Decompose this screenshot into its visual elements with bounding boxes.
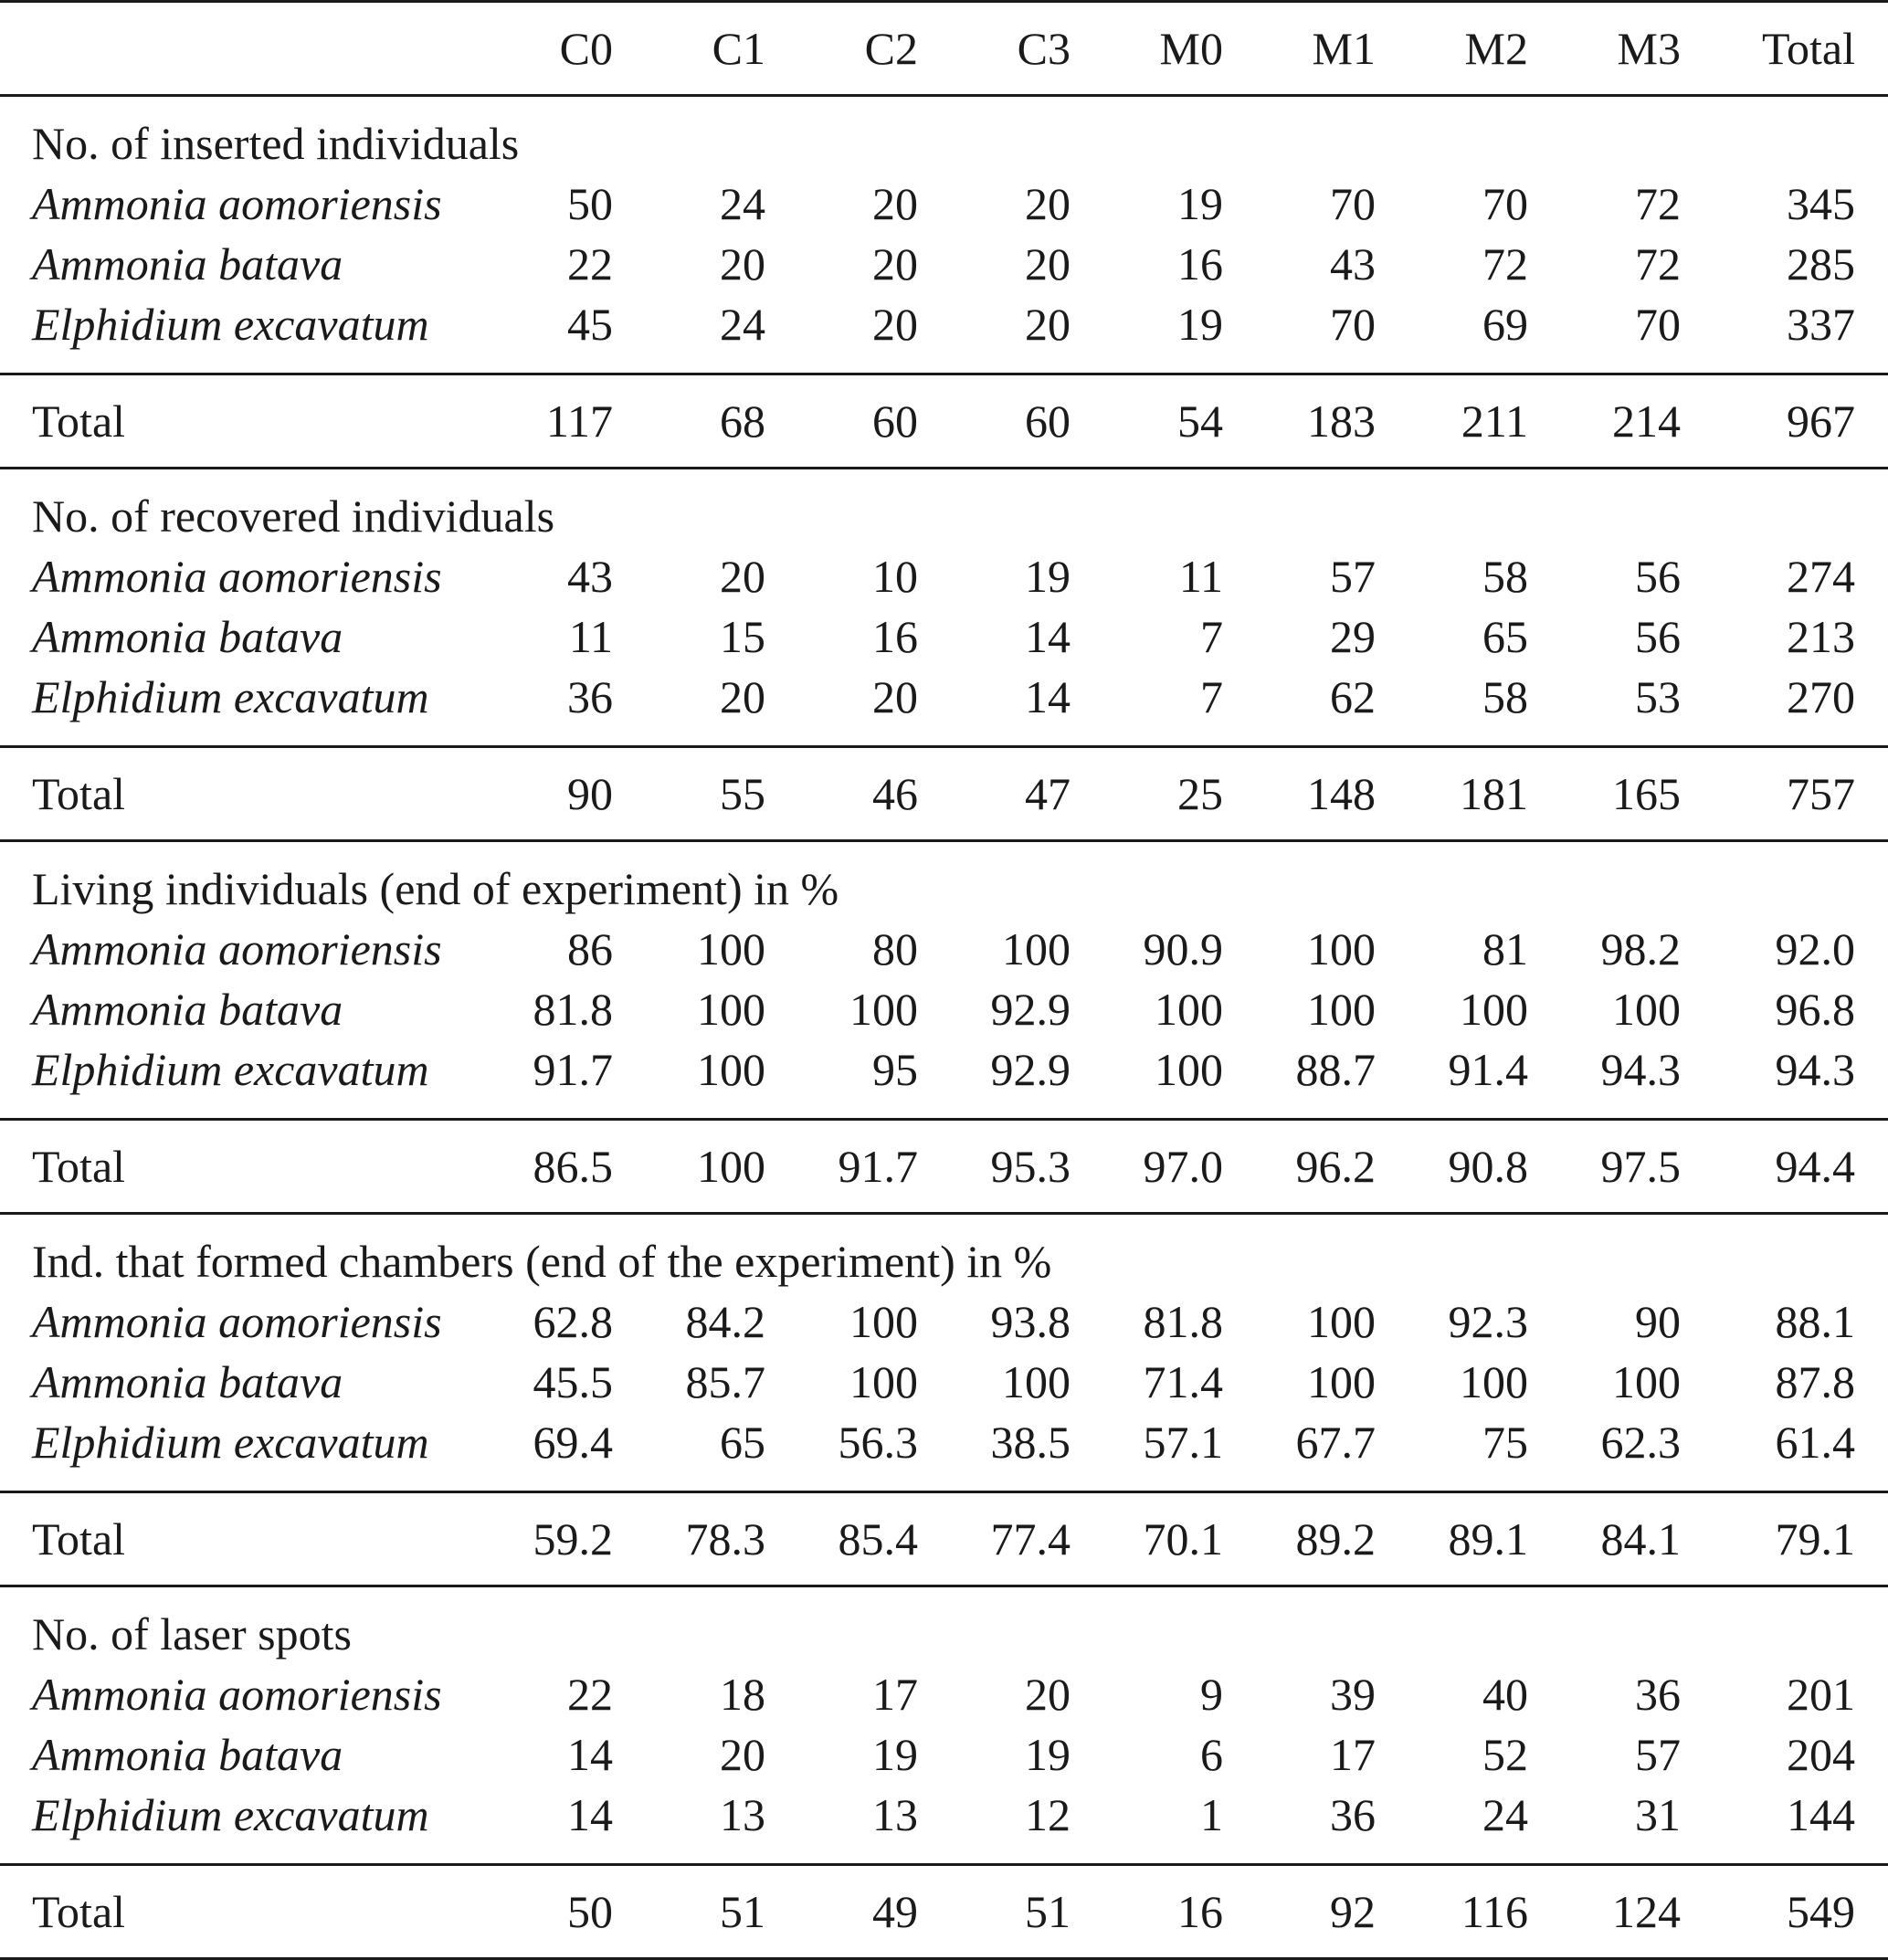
total-cell-total: 79.1 (1714, 1492, 1888, 1586)
value-cell-m3: 36 (1635, 1669, 1681, 1720)
total-cell-m3: 97.5 (1561, 1120, 1714, 1214)
total-cell-total: 757 (1714, 747, 1888, 841)
section-title: No. of inserted individuals (32, 118, 520, 169)
total-cell-c3: 60 (951, 374, 1103, 469)
value-cell-m0: 11 (1178, 551, 1223, 602)
value-cell-c1: 85.7 (685, 1356, 765, 1407)
section-title-row (0, 1586, 1888, 1665)
section-title-row (0, 96, 1888, 174)
value-cell-m1: 36 (1256, 1785, 1408, 1865)
value-cell-c1: 15 (720, 611, 765, 662)
total-row (0, 1120, 1888, 1214)
species-name: Ammonia batava (32, 611, 343, 662)
value-cell-c3: 20 (1025, 1669, 1071, 1720)
value-cell-c3: 19 (1025, 1729, 1071, 1780)
total-cell-total: 94.4 (1714, 1120, 1888, 1214)
species-row (0, 919, 1888, 979)
total-cell-m1: 148 (1256, 747, 1408, 841)
value-cell-m1: 88.7 (1256, 1039, 1408, 1120)
species-name: Ammonia aomoriensis (32, 551, 442, 602)
value-cell-c1: 100 (697, 984, 765, 1035)
total-cell-c3: 47 (951, 747, 1103, 841)
value-cell-m0: 100 (1155, 984, 1223, 1035)
value-cell-m1: 70 (1256, 294, 1408, 374)
value-cell-c3: 92.9 (951, 1039, 1103, 1120)
value-cell-m3: 70 (1561, 294, 1714, 374)
value-cell-m3: 100 (1612, 984, 1681, 1035)
value-cell-c0: 36 (493, 667, 646, 747)
value-cell-c2: 17 (872, 1669, 918, 1720)
species-row (0, 1724, 1888, 1785)
species-row (0, 1039, 1888, 1120)
value-cell-m2: 91.4 (1408, 1039, 1561, 1120)
species-row (0, 667, 1888, 747)
value-cell-m3: 98.2 (1600, 923, 1681, 975)
total-cell-c3: 95.3 (951, 1120, 1103, 1214)
value-cell-total: 94.3 (1714, 1039, 1888, 1120)
value-cell-total: 204 (1787, 1729, 1855, 1780)
value-cell-total: 92.0 (1775, 923, 1855, 975)
value-cell-m2: 40 (1482, 1669, 1528, 1720)
column-header-c0: C0 (493, 2, 646, 96)
value-cell-c2: 20 (798, 667, 951, 747)
total-cell-m0: 97.0 (1103, 1120, 1256, 1214)
value-cell-m3: 90 (1635, 1296, 1681, 1347)
value-cell-c3: 93.8 (990, 1296, 1071, 1347)
species-name: Ammonia aomoriensis (32, 1296, 442, 1347)
value-cell-m1: 70 (1330, 178, 1376, 229)
value-cell-c0: 86 (567, 923, 613, 975)
total-cell-m0: 54 (1103, 374, 1256, 469)
value-cell-total: 270 (1714, 667, 1888, 747)
value-cell-c0: 81.8 (533, 984, 613, 1035)
value-cell-m2: 58 (1482, 551, 1528, 602)
header-row (0, 2, 1888, 96)
value-cell-c3: 92.9 (990, 984, 1071, 1035)
value-cell-m3: 72 (1635, 238, 1681, 290)
value-cell-c1: 13 (646, 1785, 798, 1865)
value-cell-c1: 84.2 (685, 1296, 765, 1347)
total-cell-c2: 46 (798, 747, 951, 841)
species-name: Ammonia batava (32, 1729, 343, 1780)
total-cell-c2: 91.7 (798, 1120, 951, 1214)
species-row (0, 546, 1888, 606)
species-name: Ammonia aomoriensis (32, 1669, 442, 1720)
total-row (0, 1492, 1888, 1586)
value-cell-c3: 19 (1025, 551, 1071, 602)
value-cell-m0: 81.8 (1143, 1296, 1223, 1347)
value-cell-c0: 14 (493, 1785, 646, 1865)
table-body (0, 96, 1888, 1959)
value-cell-c0: 62.8 (533, 1296, 613, 1347)
value-cell-c2: 56.3 (798, 1412, 951, 1492)
column-header-m0: M0 (1103, 2, 1256, 96)
total-cell-c0: 59.2 (493, 1492, 646, 1586)
total-cell-c1: 100 (646, 1120, 798, 1214)
total-label: Total (0, 1492, 493, 1586)
value-cell-c1: 100 (646, 1039, 798, 1120)
header-corner-cell (0, 2, 493, 96)
value-cell-m3: 72 (1635, 178, 1681, 229)
total-label: Total (0, 747, 493, 841)
value-cell-c0: 43 (567, 551, 613, 602)
species-row (0, 606, 1888, 667)
value-cell-m2: 100 (1460, 984, 1528, 1035)
value-cell-c3: 14 (951, 667, 1103, 747)
column-header-c3: C3 (951, 2, 1103, 96)
value-cell-m0: 100 (1103, 1039, 1256, 1120)
value-cell-c0: 14 (567, 1729, 613, 1780)
value-cell-m2: 92.3 (1448, 1296, 1528, 1347)
total-cell-m0: 25 (1103, 747, 1256, 841)
section-title: No. of laser spots (32, 1608, 352, 1660)
value-cell-c2: 100 (849, 1356, 918, 1407)
species-name: Elphidium excavatum (0, 294, 493, 374)
value-cell-c2: 16 (872, 611, 918, 662)
species-name: Ammonia batava (32, 984, 343, 1035)
column-header-m1: M1 (1256, 2, 1408, 96)
total-cell-c0: 50 (493, 1865, 646, 1959)
total-cell-m2: 90.8 (1408, 1120, 1561, 1214)
value-cell-m3: 56 (1635, 551, 1681, 602)
column-header-c2: C2 (798, 2, 951, 96)
total-label: Total (0, 374, 493, 469)
value-cell-c0: 22 (567, 1669, 613, 1720)
value-cell-m1: 100 (1307, 923, 1376, 975)
value-cell-c2: 19 (872, 1729, 918, 1780)
value-cell-m2: 69 (1408, 294, 1561, 374)
value-cell-m3: 57 (1635, 1729, 1681, 1780)
total-cell-m3: 165 (1561, 747, 1714, 841)
value-cell-c1: 20 (646, 667, 798, 747)
value-cell-m2: 52 (1482, 1729, 1528, 1780)
value-cell-c0: 45.5 (533, 1356, 613, 1407)
value-cell-total: 88.1 (1775, 1296, 1855, 1347)
total-cell-c3: 51 (951, 1865, 1103, 1959)
total-cell-m2: 181 (1408, 747, 1561, 841)
value-cell-c1: 20 (720, 1729, 765, 1780)
species-row (0, 979, 1888, 1039)
value-cell-total: 213 (1787, 611, 1855, 662)
value-cell-m3: 100 (1612, 1356, 1681, 1407)
value-cell-total: 337 (1714, 294, 1888, 374)
total-cell-m2: 116 (1408, 1865, 1561, 1959)
value-cell-m2: 70 (1482, 178, 1528, 229)
value-cell-c0: 91.7 (493, 1039, 646, 1120)
species-row (0, 1785, 1888, 1865)
species-name: Elphidium excavatum (0, 1412, 493, 1492)
value-cell-total: 201 (1787, 1669, 1855, 1720)
value-cell-c1: 20 (720, 238, 765, 290)
value-cell-c0: 50 (567, 178, 613, 229)
value-cell-m0: 7 (1200, 611, 1223, 662)
value-cell-m1: 62 (1256, 667, 1408, 747)
total-cell-m1: 96.2 (1256, 1120, 1408, 1214)
value-cell-m0: 57.1 (1103, 1412, 1256, 1492)
total-cell-c1: 55 (646, 747, 798, 841)
value-cell-c1: 18 (720, 1669, 765, 1720)
total-cell-c3: 77.4 (951, 1492, 1103, 1586)
value-cell-m3: 31 (1561, 1785, 1714, 1865)
value-cell-m2: 81 (1482, 923, 1528, 975)
value-cell-total: 87.8 (1775, 1356, 1855, 1407)
value-cell-m0: 71.4 (1143, 1356, 1223, 1407)
value-cell-total: 96.8 (1775, 984, 1855, 1035)
total-cell-m0: 70.1 (1103, 1492, 1256, 1586)
total-cell-c1: 68 (646, 374, 798, 469)
species-name: Elphidium excavatum (0, 1785, 493, 1865)
value-cell-c0: 45 (493, 294, 646, 374)
section-title-row (0, 469, 1888, 547)
species-name: Ammonia aomoriensis (32, 923, 442, 975)
value-cell-m3: 56 (1635, 611, 1681, 662)
species-row (0, 1291, 1888, 1352)
column-header-m3: M3 (1561, 2, 1714, 96)
column-header-c1: C1 (646, 2, 798, 96)
value-cell-m1: 29 (1330, 611, 1376, 662)
value-cell-c0: 11 (568, 611, 613, 662)
value-cell-c1: 65 (646, 1412, 798, 1492)
value-cell-m1: 100 (1307, 984, 1376, 1035)
value-cell-total: 274 (1787, 551, 1855, 602)
value-cell-m1: 100 (1307, 1356, 1376, 1407)
value-cell-c2: 13 (798, 1785, 951, 1865)
species-name: Elphidium excavatum (0, 1039, 493, 1120)
species-row (0, 1664, 1888, 1724)
total-cell-c2: 60 (798, 374, 951, 469)
value-cell-c3: 100 (1002, 923, 1071, 975)
value-cell-total: 61.4 (1714, 1412, 1888, 1492)
value-cell-m2: 75 (1408, 1412, 1561, 1492)
section-title: No. of recovered individuals (32, 490, 555, 542)
species-row (0, 1412, 1888, 1492)
value-cell-m3: 94.3 (1561, 1039, 1714, 1120)
value-cell-c3: 20 (1025, 238, 1071, 290)
total-cell-c1: 51 (646, 1865, 798, 1959)
value-cell-m1: 100 (1307, 1296, 1376, 1347)
total-row (0, 374, 1888, 469)
species-row (0, 1352, 1888, 1412)
section-title: Ind. that formed chambers (end of the experiment) in % (32, 1236, 1052, 1287)
value-cell-c2: 80 (872, 923, 918, 975)
total-cell-c2: 85.4 (798, 1492, 951, 1586)
section-title-row (0, 1214, 1888, 1292)
total-cell-m3: 214 (1561, 374, 1714, 469)
value-cell-m2: 24 (1408, 1785, 1561, 1865)
value-cell-c1: 20 (720, 551, 765, 602)
total-label: Total (0, 1865, 493, 1959)
section-title: Living individuals (end of experiment) in % (32, 863, 839, 914)
total-cell-total: 549 (1714, 1865, 1888, 1959)
total-cell-c0: 86.5 (493, 1120, 646, 1214)
species-row (0, 294, 1888, 374)
value-cell-m2: 65 (1482, 611, 1528, 662)
total-cell-m1: 92 (1256, 1865, 1408, 1959)
total-cell-c0: 90 (493, 747, 646, 841)
value-cell-c3: 38.5 (951, 1412, 1103, 1492)
total-cell-c1: 78.3 (646, 1492, 798, 1586)
value-cell-m1: 39 (1330, 1669, 1376, 1720)
value-cell-m2: 58 (1408, 667, 1561, 747)
value-cell-m0: 90.9 (1143, 923, 1223, 975)
total-cell-m3: 84.1 (1561, 1492, 1714, 1586)
value-cell-m0: 9 (1200, 1669, 1223, 1720)
value-cell-m0: 1 (1103, 1785, 1256, 1865)
value-cell-total: 345 (1787, 178, 1855, 229)
value-cell-m0: 7 (1103, 667, 1256, 747)
value-cell-c1: 24 (720, 178, 765, 229)
value-cell-m2: 100 (1460, 1356, 1528, 1407)
column-header-m2: M2 (1408, 2, 1561, 96)
total-cell-m2: 89.1 (1408, 1492, 1561, 1586)
species-row (0, 174, 1888, 234)
value-cell-c0: 69.4 (493, 1412, 646, 1492)
value-cell-m1: 57 (1330, 551, 1376, 602)
species-name: Ammonia aomoriensis (32, 178, 442, 229)
value-cell-m1: 17 (1330, 1729, 1376, 1780)
value-cell-c2: 10 (872, 551, 918, 602)
species-name: Ammonia batava (32, 238, 343, 290)
value-cell-m2: 72 (1482, 238, 1528, 290)
section-title-row (0, 841, 1888, 920)
value-cell-m1: 67.7 (1256, 1412, 1408, 1492)
value-cell-total: 285 (1787, 238, 1855, 290)
value-cell-c1: 24 (646, 294, 798, 374)
total-label: Total (0, 1120, 493, 1214)
species-name: Elphidium excavatum (0, 667, 493, 747)
value-cell-m0: 19 (1177, 178, 1223, 229)
total-cell-total: 967 (1714, 374, 1888, 469)
value-cell-c3: 14 (1025, 611, 1071, 662)
total-cell-m0: 16 (1103, 1865, 1256, 1959)
value-cell-c2: 20 (872, 238, 918, 290)
value-cell-m3: 53 (1561, 667, 1714, 747)
species-row (0, 234, 1888, 294)
value-cell-c2: 100 (849, 984, 918, 1035)
total-cell-m1: 89.2 (1256, 1492, 1408, 1586)
total-cell-c0: 117 (493, 374, 646, 469)
total-row (0, 1865, 1888, 1959)
value-cell-c0: 22 (567, 238, 613, 290)
value-cell-m3: 62.3 (1561, 1412, 1714, 1492)
column-header-total: Total (1714, 2, 1888, 96)
value-cell-m0: 19 (1103, 294, 1256, 374)
value-cell-m0: 6 (1200, 1729, 1223, 1780)
value-cell-total: 144 (1714, 1785, 1888, 1865)
value-cell-c2: 100 (849, 1296, 918, 1347)
value-cell-c1: 100 (697, 923, 765, 975)
value-cell-m1: 43 (1330, 238, 1376, 290)
total-row (0, 747, 1888, 841)
value-cell-m0: 16 (1177, 238, 1223, 290)
value-cell-c3: 12 (951, 1785, 1103, 1865)
value-cell-c3: 20 (951, 294, 1103, 374)
value-cell-c2: 20 (872, 178, 918, 229)
total-cell-m2: 211 (1408, 374, 1561, 469)
value-cell-c3: 100 (1002, 1356, 1071, 1407)
value-cell-c3: 20 (1025, 178, 1071, 229)
total-cell-m3: 124 (1561, 1865, 1714, 1959)
species-name: Ammonia batava (32, 1356, 343, 1407)
total-cell-m1: 183 (1256, 374, 1408, 469)
value-cell-c2: 95 (798, 1039, 951, 1120)
total-cell-c2: 49 (798, 1865, 951, 1959)
value-cell-c2: 20 (798, 294, 951, 374)
